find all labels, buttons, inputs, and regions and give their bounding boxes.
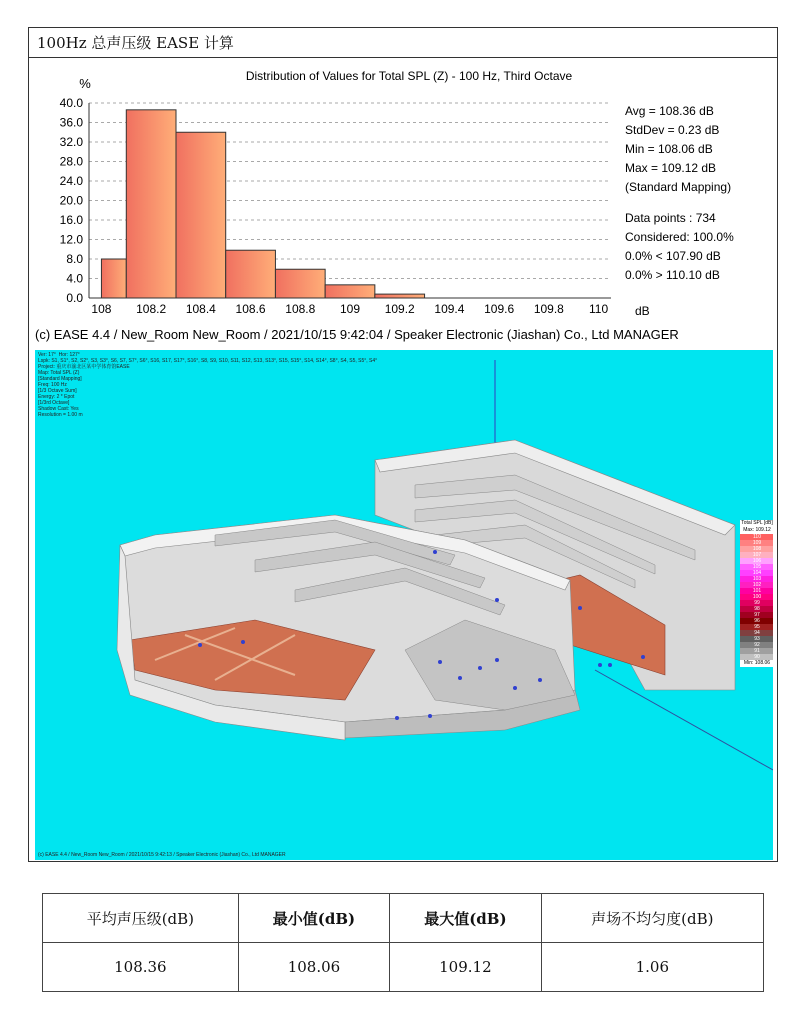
x-tick-label: 108 [91,302,112,316]
legend-swatch: 103 [740,576,773,582]
stat-line: Avg = 108.36 dB [625,104,714,118]
stat-line: 0.0% < 107.90 dB [625,249,721,263]
legend-swatch: 93 [740,636,773,642]
chart-title: Distribution of Values for Total SPL (Z) - 100 Hz, Third Octave [245,69,573,83]
legend-swatch: 107 [740,552,773,558]
summary-header-row [43,894,764,943]
x-tick-label: 109.8 [533,302,564,316]
header-avg-spl: 平均声压级(dB) [43,894,239,943]
legend-swatch: 90 [740,654,773,660]
x-tick-label: 108.6 [235,302,266,316]
header-min: 最小值(dB) [238,894,389,943]
legend-swatch: 95 [740,624,773,630]
y-tick-label: 4.0 [66,271,83,286]
x-tick-label: 108.4 [185,302,216,316]
histogram-bar [375,294,425,298]
x-tick-label: 109.4 [434,302,465,316]
value-uniformity: 1.06 [541,943,763,992]
legend-swatch: 101 [740,588,773,594]
legend-swatch: 104 [740,570,773,576]
legend-max: Max: 109.12 [740,527,773,534]
legend-swatch: 98 [740,606,773,612]
x-tick-label: 109.6 [484,302,515,316]
legend-swatch: 110 [740,534,773,540]
stat-line: Min = 108.06 dB [625,142,713,156]
value-avg-spl: 108.36 [43,943,239,992]
header-max: 最大值(dB) [390,894,541,943]
histogram-bar [325,285,375,298]
legend-title: Total SPL [dB] [741,520,773,526]
legend-swatch: 100 [740,594,773,600]
histogram-bar [275,269,325,298]
legend-swatch: 109 [740,540,773,546]
spl-histogram [29,58,777,350]
legend-swatch: 102 [740,582,773,588]
spl-legend [740,520,773,667]
stat-line: StdDev = 0.23 dB [625,123,720,137]
legend-swatch: 91 [740,648,773,654]
legend-swatch: 99 [740,600,773,606]
legend-swatch: 94 [740,630,773,636]
legend-swatch: 105 [740,564,773,570]
y-tick-label: 20.0 [59,193,83,208]
header-uniformity: 声场不均匀度(dB) [541,894,763,943]
x-tick-label: 108.2 [136,302,167,316]
render-info: Ver: 17° Hor: 127° Lspk: S1, S1°, S2, S2°, S3, S3°, S6, S7, S7°, S6°, S16, S17, S17°, S16°, S8, S9, S10, S11, S12, S13, S13°, S15, S15°, S14, S14°, S8°, S4, S5, S5°, S4° Project: 重庆市渝北区某中学体育馆EASE Map: Total SPL (Z) [Standard Mapping] Freq: 100 Hz [1/3 Octave Sum] Energy: 2 * Epot [1/3rd Octave] Shadow Cast: Yes Resolution = 1.00 m [38,352,378,418]
stat-line: Data points : 734 [625,211,716,225]
legend-swatch: 106 [740,558,773,564]
y-tick-label: 32.0 [59,135,83,149]
legend-swatch: 92 [740,642,773,648]
stat-line: 0.0% > 110.10 dB [625,268,720,282]
value-max: 109.12 [390,943,541,992]
legend-swatch: 97 [740,612,773,618]
y-tick-label: 8.0 [66,252,83,266]
x-tick-label: 108.8 [285,302,316,316]
figure-frame [28,27,778,862]
venue-3d-model [35,350,773,860]
render-footer: (c) EASE 4.4 / New_Room New_Room / 2021/10/15 9:42:13 / Speaker Electronic (Jiashan) Co., Ltd MANAGER [38,852,286,858]
ease-3d-render [35,350,773,860]
y-tick-label: 0.0 [66,291,83,305]
chart-footer: (c) EASE 4.4 / New_Room New_Room / 2021/10/15 9:42:04 / Speaker Electronic (Jiashan) Co., Ltd MANAGER [35,327,679,342]
figure-caption: 100Hz 总声压级 EASE 计算 [29,28,777,58]
stat-line: (Standard Mapping) [625,180,732,194]
stat-line: Max = 109.12 dB [625,161,717,175]
x-tick-label: 109 [339,302,361,316]
legend-min: Min: 108.06 [740,660,773,667]
histogram-bar [176,132,226,298]
legend-swatch: 96 [740,618,773,624]
y-tick-label: 24.0 [59,174,83,188]
stat-line: Considered: 100.0% [625,230,734,244]
summary-table [42,893,764,992]
summary-value-row [43,943,764,992]
value-min: 108.06 [238,943,389,992]
histogram-bar [101,259,126,298]
y-tick-label: 28.0 [59,154,83,169]
y-axis-label: % [79,76,91,91]
x-tick-label: 109.2 [384,302,415,316]
y-tick-label: 16.0 [59,213,83,227]
x-tick-label: 110 [589,302,609,316]
x-axis-label: dB [635,304,650,318]
y-tick-label: 36.0 [59,115,83,130]
histogram-bar [126,110,176,298]
histogram-bar [226,250,276,298]
y-tick-label: 12.0 [59,232,83,247]
legend-swatch: 108 [740,546,773,552]
y-tick-label: 40.0 [59,96,83,110]
